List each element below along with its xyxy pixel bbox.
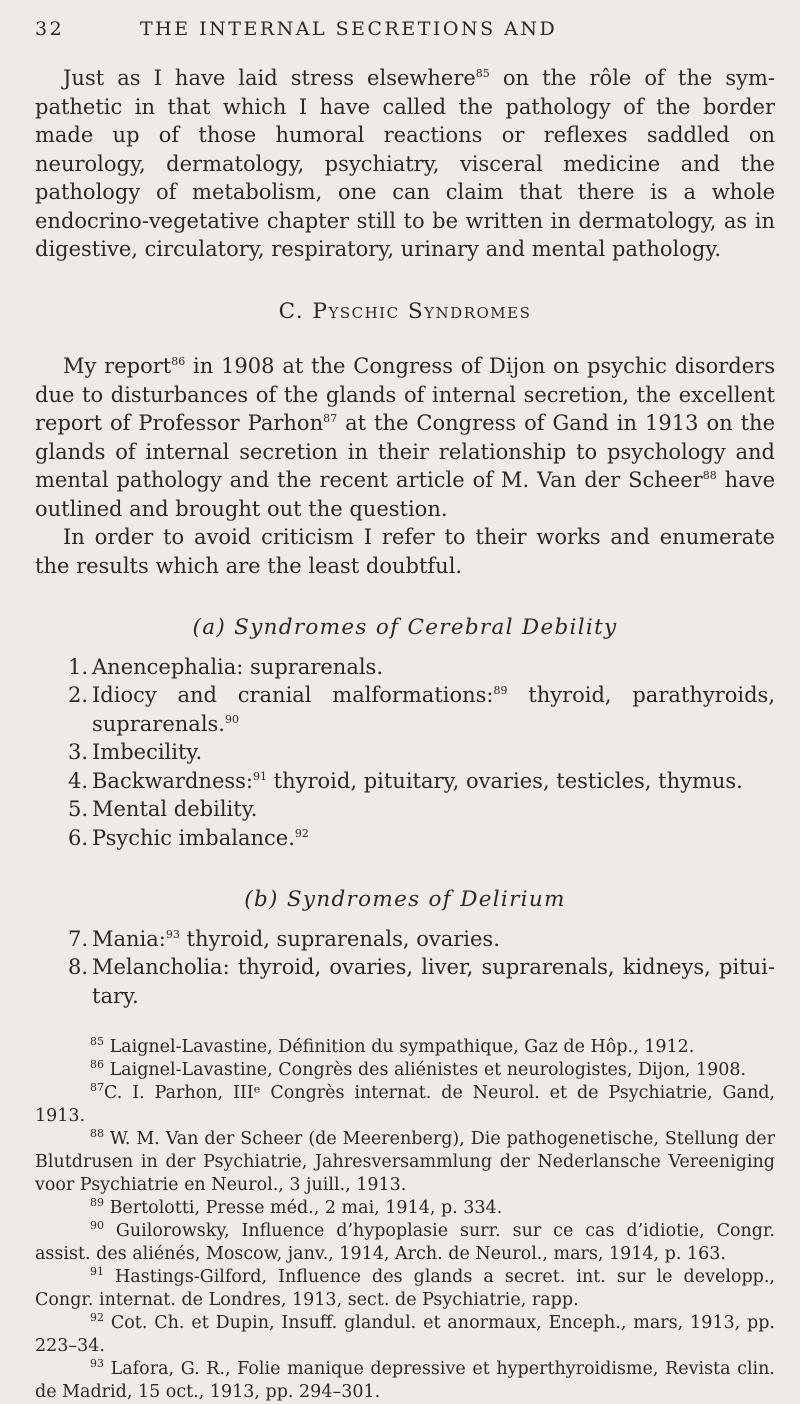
footnote-ref-88: 88 [702, 469, 717, 482]
item-number: 7. [68, 926, 89, 951]
item-number: 4. [68, 768, 89, 793]
footnote-number: 87 [90, 1081, 104, 1095]
footnote-number: 85 [90, 1035, 104, 1049]
footnote-text: Bertolotti, Presse méd., 2 mai, 1914, p. 334. [104, 1198, 503, 1218]
item-text-b: thyroid, parathyroids, suprarenals. [92, 683, 775, 736]
footnote-ref-93: 93 [165, 927, 180, 941]
footnote-ref-90: 90 [224, 712, 239, 726]
subsection-a-title: (a) Syndromes of Cerebral Debility [192, 615, 618, 640]
subsection-b-title: (b) Syndromes of Delirium [244, 887, 566, 912]
section-heading [35, 298, 775, 327]
footnote-number: 89 [90, 1196, 104, 1210]
list-item [35, 681, 775, 738]
footnote-number: 86 [90, 1058, 104, 1072]
footnote-ref-92: 92 [294, 826, 309, 840]
item-text-b: thyroid, suprarenals, ovaries. [179, 926, 500, 951]
footnote-text: Lafora, G. R., Folie manique depressive et hyperthyroidisme, Revista clin. de Madrid, 15 oct., 1913, pp. 294–301. [35, 1359, 775, 1402]
footnote [35, 1197, 775, 1220]
footnote [35, 1036, 775, 1059]
running-head: THE INTERNAL SECRETIONS AND [140, 18, 558, 40]
item-number: 6. [68, 825, 89, 850]
footnote-number: 91 [90, 1265, 104, 1279]
item-text: Mania: [92, 926, 166, 951]
list-item [35, 953, 775, 1010]
item-number: 5. [68, 797, 89, 821]
footnote-text: C. I. Parhon, IIIᵉ Congrès internat. de Neurol. et de Psychiatrie, Gand, 1913. [35, 1083, 775, 1126]
report-text-b: in 1908 at the Congress of Dijon on psychic disorders due to disturbances of the glands of internal secretion, the excellent report of Professor Parhon [35, 354, 775, 435]
intro-text-a: Just as I have laid stress elsewhere [63, 66, 476, 90]
page-header [35, 18, 775, 58]
intro-paragraph [35, 64, 775, 264]
item-text: Idiocy and cranial malformations: [92, 683, 494, 707]
footnote-text: Guilorowsky, Influence d’hypoplasie surr. sur ce cas d’idiotie, Congr. assist. des aliénés, Moscow, janv., 1914, Arch. de Neurol., mars, 1914, p. 163. [35, 1221, 775, 1264]
item-text: Imbecility. [92, 740, 203, 764]
footnote-text: W. M. Van der Scheer (de Meerenberg), Die pathogenetische, Stellung der Blutdrusen in der Psychiatrie, Jahresversammlung der Nederlansche Vereeniging voor Psychiatrie en Neurol., 3 juill., 1913. [35, 1129, 775, 1195]
item-text-b: thyroid, pituitary, ovaries, testicles, thymus. [267, 768, 743, 793]
list-item [35, 738, 775, 767]
footnote [35, 1128, 775, 1197]
cerebral-debility-list [35, 653, 775, 853]
item-text: Backwardness: [92, 768, 253, 793]
section-letter: C. [278, 298, 305, 324]
report-paragraph [35, 352, 775, 523]
list-item [35, 925, 775, 954]
footnote-number: 93 [90, 1357, 104, 1371]
footnotes [35, 1036, 775, 1404]
footnote [35, 1059, 775, 1082]
intro-text-b: on the rôle of the sympathetic in that which I have called the pathology of the border made up of those humoral reactions or reflexes saddled on neurology, dermatology, psychiatry, visceral medicine and the pathology of metabolism, one can claim that there is a whole endocrino-vegetative chapter still to be written in dermatology, as in digestive, circulatory, respiratory, urinary and mental pathology. [35, 66, 775, 261]
page-body [35, 64, 775, 1404]
report-text-a: My report [63, 354, 172, 378]
list-item [35, 824, 775, 853]
item-number: 2. [68, 683, 89, 707]
footnote [35, 1312, 775, 1358]
footnote [35, 1220, 775, 1266]
item-text: Mental debility. [92, 797, 258, 821]
list-item [35, 767, 775, 796]
footnote-number: 90 [90, 1219, 104, 1233]
footnote-text: Laignel-Lavastine, Définition du sympathique, Gaz de Hôp., 1912. [104, 1037, 695, 1057]
footnote-ref-91: 91 [253, 769, 267, 783]
report-text-d: have outlined and brought out the question. [35, 468, 776, 521]
footnote [35, 1358, 775, 1404]
footnote-number: 92 [90, 1311, 104, 1325]
item-number: 3. [68, 740, 89, 764]
footnote [35, 1266, 775, 1312]
footnote-number: 88 [90, 1127, 104, 1141]
footnote [35, 1082, 775, 1128]
page-number: 32 [35, 18, 65, 40]
list-item [35, 653, 775, 682]
item-text: Anencephalia: suprarenals. [92, 654, 384, 679]
report-text-c: at the Congress of Gand in 1913 on the glands of internal secretion in their relationship to psychology and mental pathology and the recent article of M. Van der Scheer [35, 411, 775, 492]
delirium-list [35, 925, 775, 1011]
order-paragraph: In order to avoid criticism I refer to their works and enumerate the results which are the least doubtful. [35, 525, 775, 578]
list-item [35, 795, 775, 824]
footnote-text: Laignel-Lavastine, Congrès des aliénistes et neurologistes, Dijon, 1908. [104, 1060, 747, 1080]
item-text: Melancholia: thyroid, ovaries, liver, suprarenals, kidneys, pituitary. [92, 955, 775, 1008]
section-title: Pyschic Syndromes [312, 298, 532, 324]
footnote-text: Cot. Ch. et Dupin, Insuff. glandul. et anormaux, Enceph., mars, 1913, pp. 223–34. [35, 1313, 775, 1356]
item-text: Psychic imbalance. [92, 825, 295, 850]
footnote-ref-89: 89 [493, 684, 508, 697]
item-number: 8. [68, 955, 89, 979]
footnote-text: Hastings-Gilford, Influence des glands a secret. int. sur le developp., Congr. internat. de Londres, 1913, sect. de Psychiatrie, rapp. [35, 1267, 775, 1310]
item-number: 1. [68, 654, 89, 679]
footnote-ref-85: 85 [475, 67, 490, 80]
footnote-ref-86: 86 [171, 355, 186, 368]
footnote-ref-87: 87 [323, 412, 338, 425]
